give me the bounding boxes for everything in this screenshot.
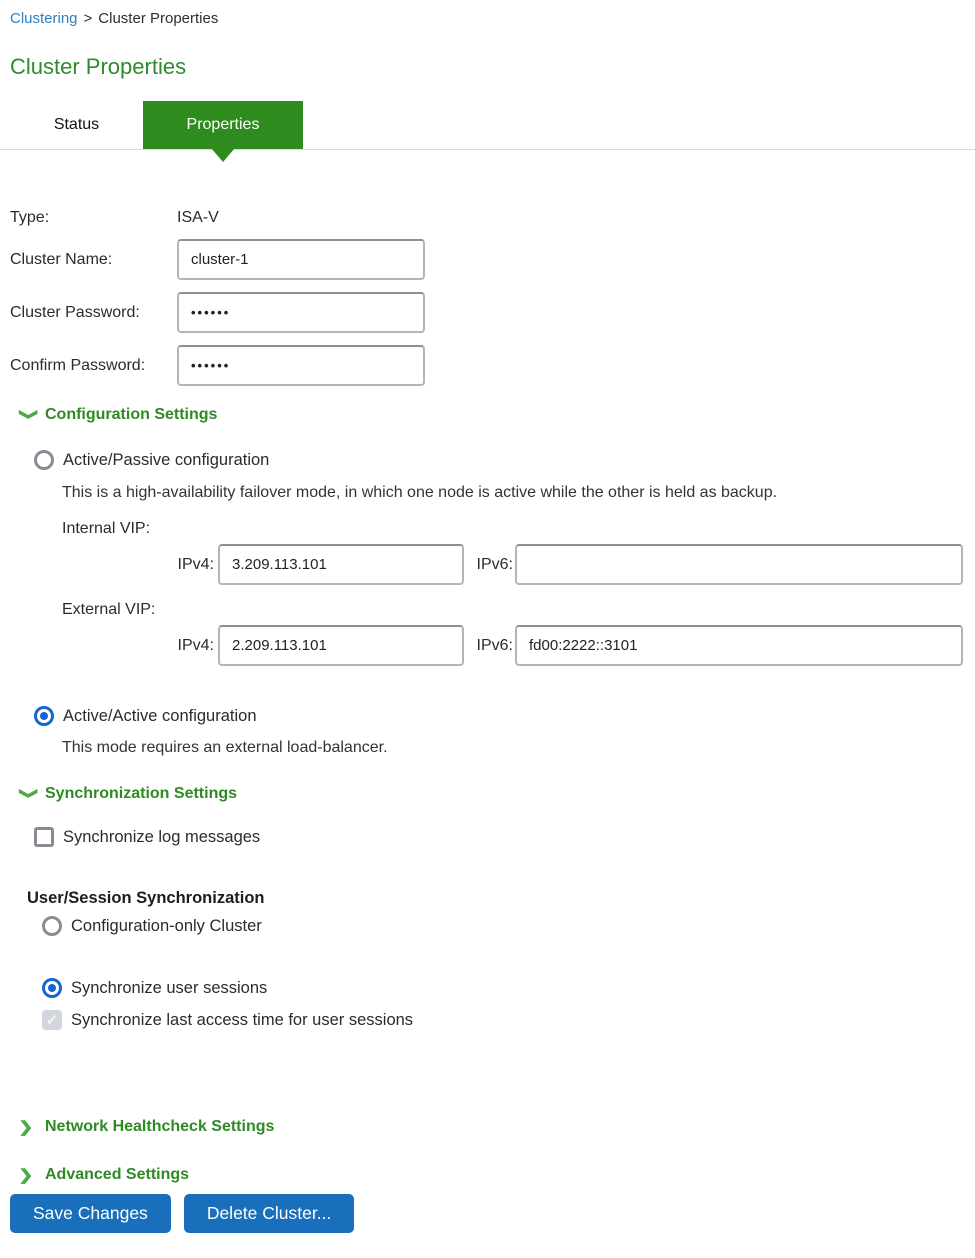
tab-bar [0, 101, 975, 150]
internal-ipv4-input[interactable] [218, 544, 464, 585]
external-ipv6-input[interactable] [515, 625, 963, 666]
config-only-option [42, 916, 963, 936]
external-vip-label: External VIP: [62, 601, 156, 618]
sync-last-access-label: Synchronize last access time for user sessions [71, 1010, 414, 1029]
network-healthcheck-heading: Network Healthcheck Settings [45, 1118, 275, 1135]
tab-properties[interactable] [143, 101, 303, 149]
external-ipv6-label: IPv6: [476, 636, 513, 654]
advanced-settings-toggle[interactable] [20, 1166, 963, 1184]
action-buttons [10, 1194, 963, 1233]
tab-properties-label: Properties [186, 116, 260, 133]
breadcrumb [10, 10, 963, 27]
check-icon: ✓ [45, 1011, 59, 1029]
external-ipv4-label: IPv4: [177, 636, 214, 654]
cluster-form [10, 206, 963, 386]
delete-cluster-button[interactable]: Delete Cluster... [184, 1194, 355, 1233]
active-active-option [34, 706, 963, 726]
active-active-label: Active/Active configuration [63, 706, 257, 725]
active-passive-radio[interactable] [34, 450, 54, 470]
page-title: Cluster Properties [10, 54, 187, 79]
sync-last-access-checkbox [42, 1010, 62, 1030]
synchronization-settings-heading: Synchronization Settings [45, 785, 238, 802]
chevron-right-icon: ❯ [18, 1118, 34, 1136]
sync-log-label: Synchronize log messages [63, 827, 261, 846]
sync-sessions-label: Synchronize user sessions [71, 978, 268, 997]
internal-ipv6-label: IPv6: [476, 555, 513, 573]
active-active-radio[interactable] [34, 706, 54, 726]
sync-last-access-option [42, 1010, 963, 1030]
save-changes-button[interactable]: Save Changes [10, 1194, 171, 1233]
active-passive-option [34, 450, 963, 470]
active-passive-description: This is a high-availability failover mode, in which one node is active while the other is held as backup. [62, 484, 778, 501]
config-only-label: Configuration-only Cluster [71, 916, 262, 935]
chevron-right-icon: ❯ [18, 1166, 34, 1184]
tab-status[interactable]: Status [53, 116, 100, 133]
chevron-down-icon: ❯ [18, 407, 40, 421]
network-healthcheck-toggle[interactable] [20, 1118, 963, 1136]
configuration-settings-heading: Configuration Settings [45, 406, 218, 423]
internal-ipv6-input[interactable] [515, 544, 963, 585]
synchronization-settings-toggle[interactable] [20, 785, 963, 803]
user-session-sync-heading: User/Session Synchronization [27, 889, 265, 907]
confirm-password-label: Confirm Password: [10, 356, 146, 374]
type-label: Type: [10, 209, 50, 226]
sync-log-option [34, 827, 963, 847]
internal-vip-label: Internal VIP: [62, 520, 151, 537]
config-only-radio[interactable] [42, 916, 62, 936]
active-active-description: This mode requires an external load-balancer. [62, 739, 388, 756]
cluster-password-input[interactable] [177, 292, 425, 333]
sync-sessions-radio[interactable] [42, 978, 62, 998]
cluster-password-label: Cluster Password: [10, 303, 140, 321]
breadcrumb-separator: > [83, 10, 93, 27]
cluster-name-label: Cluster Name: [10, 250, 113, 268]
chevron-down-icon: ❯ [18, 786, 40, 800]
configuration-settings-toggle[interactable] [20, 406, 963, 424]
active-passive-label: Active/Passive configuration [63, 450, 270, 469]
internal-vip-row [10, 544, 963, 585]
type-value: ISA-V [177, 209, 219, 226]
sync-sessions-option [42, 978, 963, 998]
advanced-settings-heading: Advanced Settings [45, 1166, 190, 1183]
cluster-name-input[interactable] [177, 239, 425, 280]
breadcrumb-link-clustering[interactable]: Clustering [10, 10, 78, 27]
breadcrumb-current: Cluster Properties [98, 10, 219, 27]
external-ipv4-input[interactable] [218, 625, 464, 666]
internal-ipv4-label: IPv4: [177, 555, 214, 573]
sync-log-checkbox[interactable] [34, 827, 54, 847]
confirm-password-input[interactable] [177, 345, 425, 386]
external-vip-row [10, 625, 963, 666]
tab-arrow-icon [211, 148, 235, 162]
